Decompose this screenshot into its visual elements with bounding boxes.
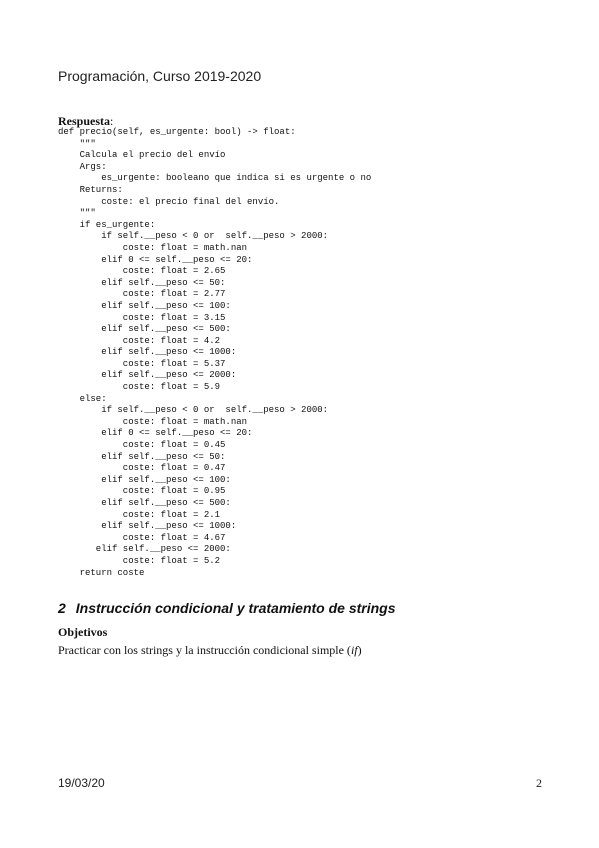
objectives-sentence: Practicar con los strings y la instrucción condicional simple ( — [58, 643, 351, 657]
code-block: def precio(self, es_urgente: bool) -> float: """ Calcula el precio del envío Args: es_urgente: booleano que indica si es urgente o no Returns: coste: el precio final del envío. """ if es_urgente: if self.__peso < 0 or self.__peso > 2000: coste: float = math.nan elif 0 <= self.__peso <= 20: coste: float = 2.65 elif self.__peso <= 50: coste: float = 2.77 elif self.__peso <= 100: coste: float = 3.15 elif self.__peso <= 500: coste: float = 4.2 elif self.__peso <= 1000: coste: float = 5.37 elif self.__peso <= 2000: coste: float = 5.9 else: if self.__peso < 0 or self.__peso > 2000: coste: float = math.nan elif 0 <= self.__peso <= 20: coste: float = 0.45 elif self.__peso <= 50: coste: float = 0.47 elif self.__peso <= 100: coste: float = 0.95 elif self.__peso <= 500: coste: float = 2.1 elif self.__peso <= 1000: coste: float = 4.67 elif self.__peso <= 2000: coste: float = 5.2 return coste — [58, 127, 372, 578]
objectives-heading: Objetivos — [58, 625, 108, 639]
section-title: Instrucción condicional y tratamiento de strings — [75, 600, 396, 616]
objectives-close-paren: ) — [357, 643, 362, 657]
page-number: 2 — [536, 776, 542, 790]
objectives-text — [58, 643, 362, 658]
footer-date: 19/03/20 — [58, 776, 105, 790]
page-header-title: Programación, Curso 2019-2020 — [58, 68, 262, 84]
section-heading — [58, 600, 396, 616]
answer-label-text: Respuesta — [58, 114, 111, 128]
answer-label-colon: : — [110, 114, 114, 128]
section-number: 2 — [58, 600, 66, 616]
objectives-keyword: if — [350, 643, 358, 657]
